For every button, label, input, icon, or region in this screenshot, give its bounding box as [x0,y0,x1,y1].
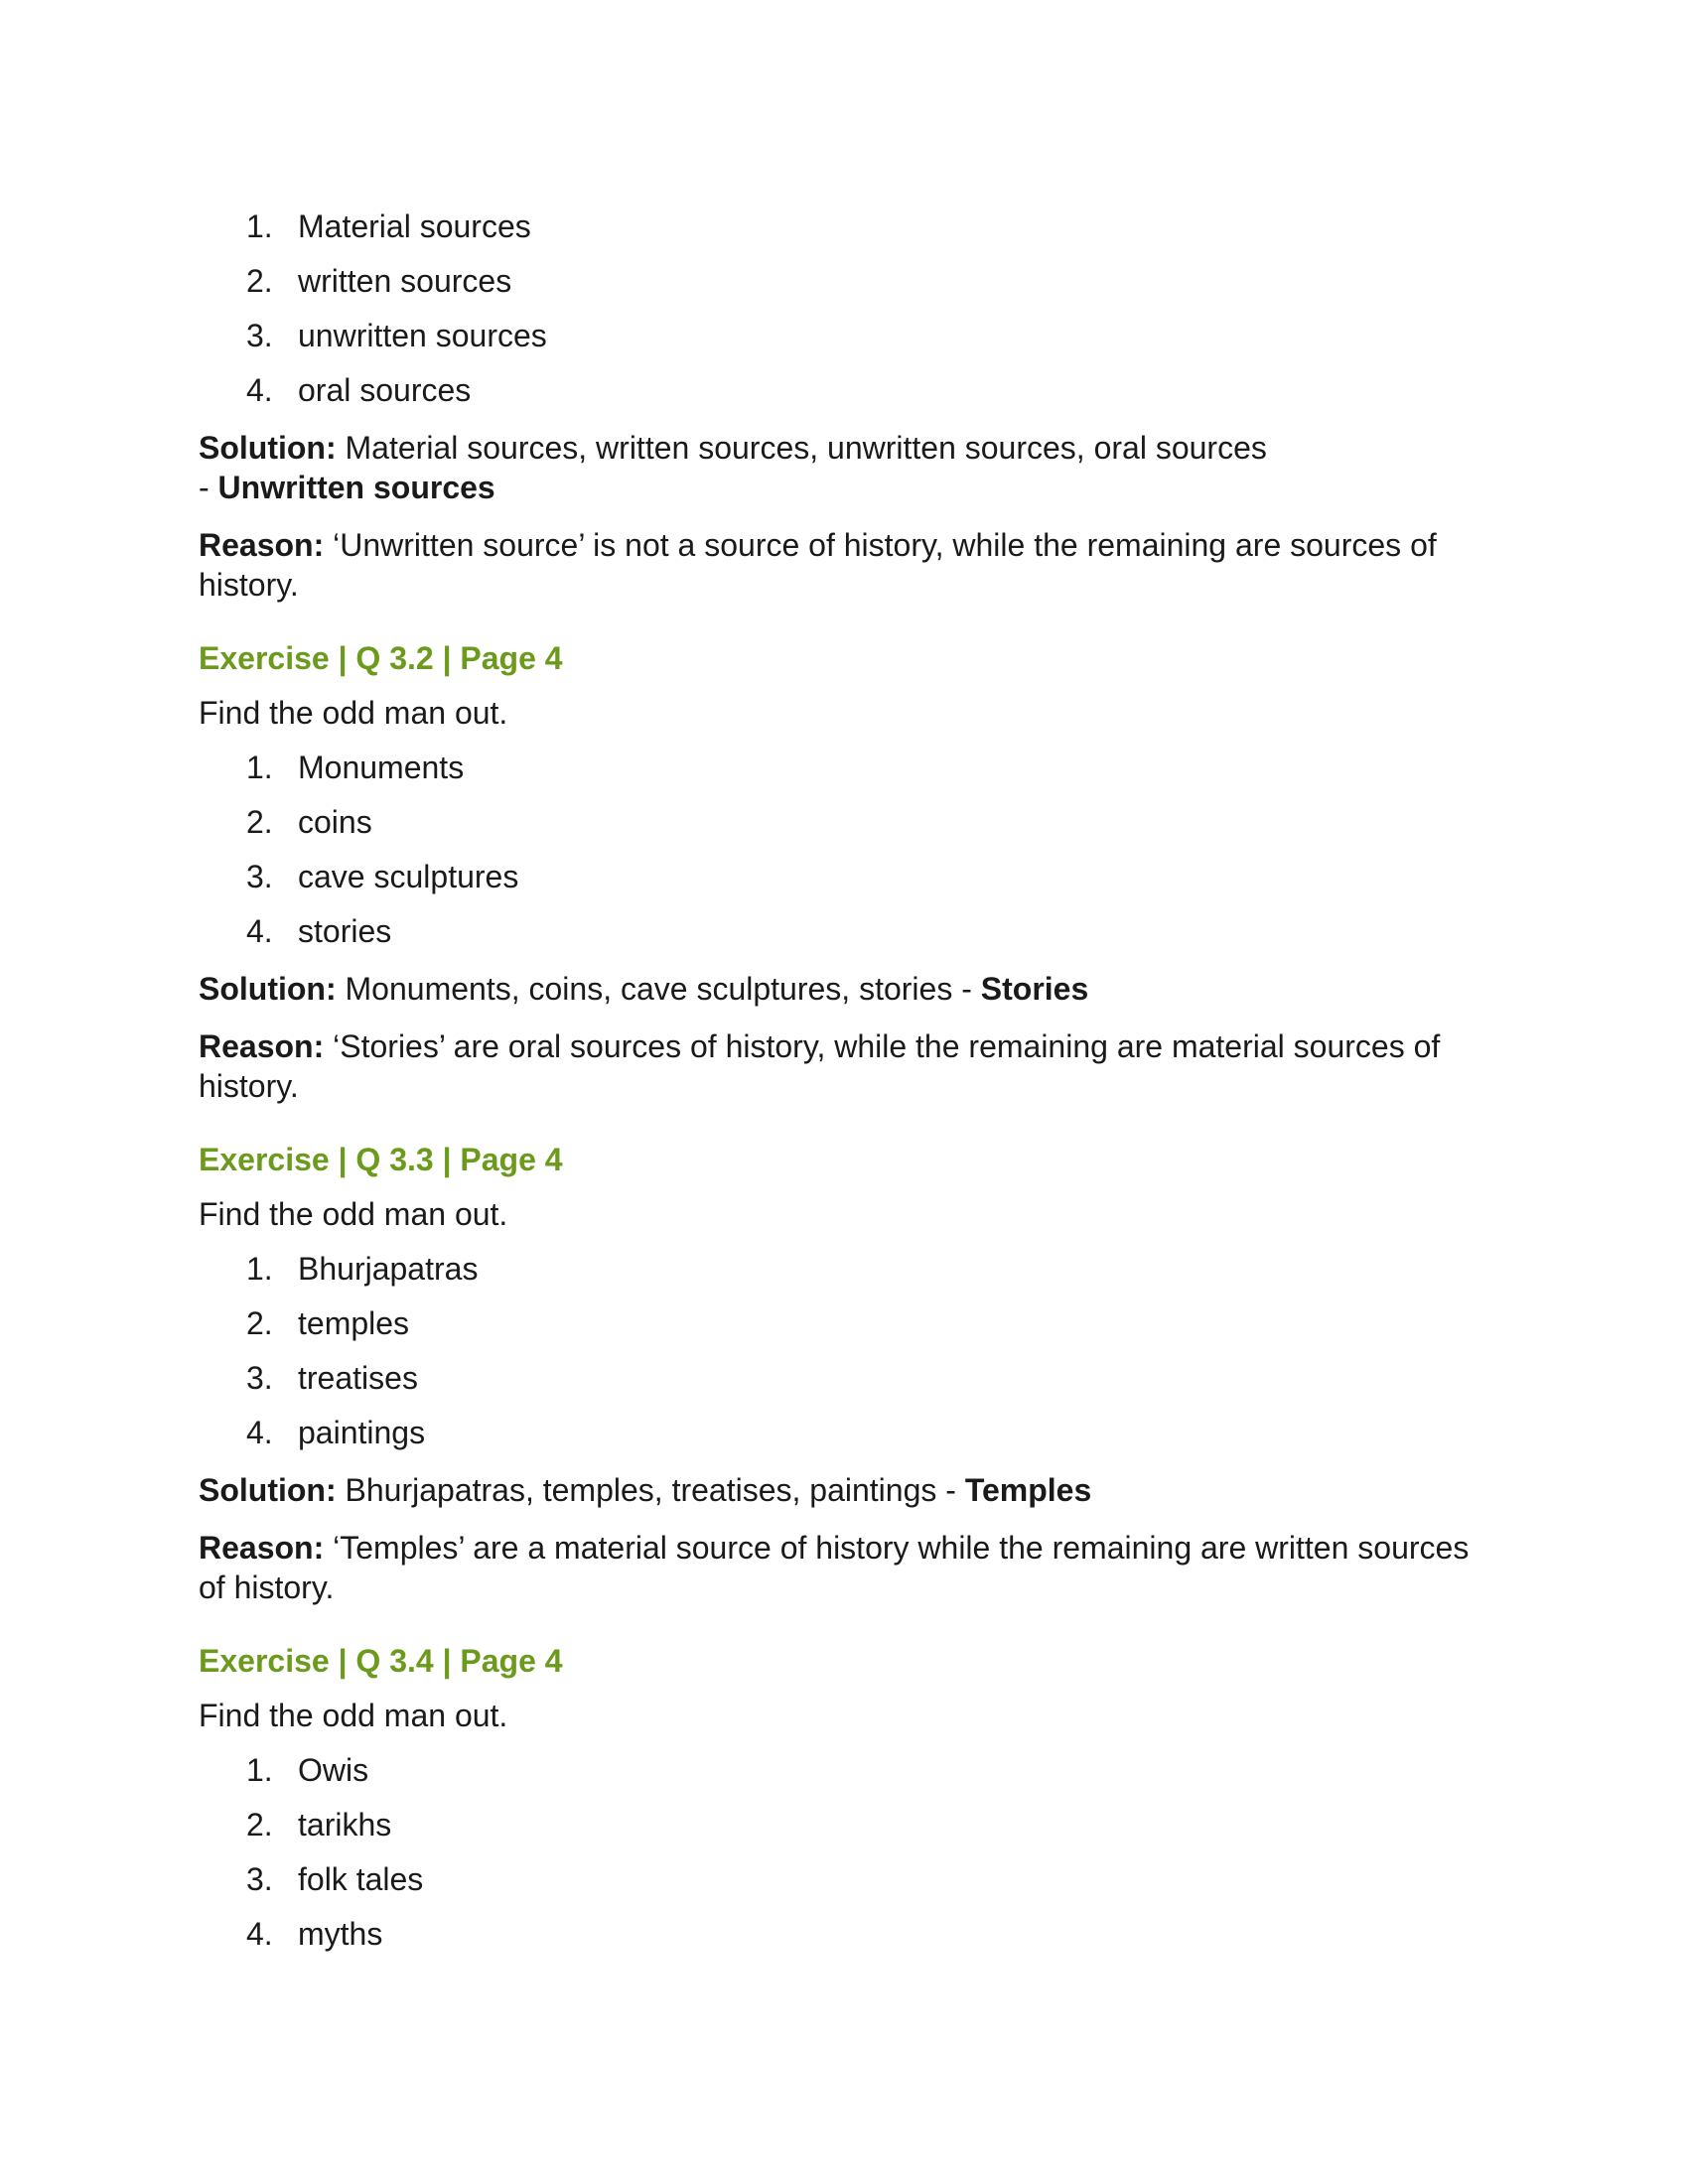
solution-answer: Temples [964,1472,1092,1508]
list-item [199,911,1489,951]
list-number: 4. [246,1415,273,1450]
list-item [199,1303,1489,1343]
list-item [199,1249,1489,1289]
list-number: 4. [246,1916,273,1952]
exercise-heading: Exercise | Q 3.4 | Page 4 [199,1643,563,1679]
exercise-heading: Exercise | Q 3.2 | Page 4 [199,640,563,676]
reason-label: Reason: [199,1530,325,1566]
list-item [199,1413,1489,1452]
option-text: treatises [298,1360,418,1396]
list-number: 3. [246,1360,273,1396]
reason-text: ‘Temples’ are a material source of history while the remaining are written sources of history. [199,1530,1470,1605]
reason-paragraph [199,525,1489,605]
list-number: 4. [246,913,273,949]
list-number: 1. [246,1251,273,1287]
list-number: 3. [246,1861,273,1897]
list-number: 3. [246,859,273,894]
option-text: stories [298,913,392,949]
option-text: folk tales [298,1861,424,1897]
list-number: 2. [246,1305,273,1341]
list-item [199,1805,1489,1844]
option-text: tarikhs [298,1807,392,1843]
reason-text: ‘Unwritten source’ is not a source of history, while the remaining are sources of history. [199,527,1437,603]
list-item [199,206,1489,246]
option-text: myths [298,1916,383,1952]
list-number: 2. [246,1807,273,1843]
options-list-q3-4 [199,1750,1489,1954]
options-list-q3-1 [199,206,1489,410]
reason-label: Reason: [199,527,325,563]
solution-label: Solution: [199,1472,337,1508]
list-item [199,1750,1489,1790]
solution-dash: - [199,470,218,505]
list-item [199,802,1489,842]
solution-answer: Stories [980,971,1089,1007]
solution-text: Monuments, coins, cave sculptures, stories - [336,971,981,1007]
option-text: Owis [298,1752,369,1788]
solution-text: Bhurjapatras, temples, treatises, paintings - [336,1472,965,1508]
option-text: Material sources [298,208,531,244]
list-number: 2. [246,263,273,299]
list-item [199,1859,1489,1899]
reason-paragraph [199,1528,1489,1607]
option-text: written sources [298,263,512,299]
list-number: 1. [246,208,273,244]
option-text: coins [298,804,372,840]
option-text: oral sources [298,372,472,408]
solution-label: Solution: [199,971,337,1007]
list-number: 4. [246,372,273,408]
list-item [199,748,1489,787]
option-text: paintings [298,1415,426,1450]
solution-label: Solution: [199,430,337,466]
list-item [199,316,1489,355]
options-list-q3-2 [199,748,1489,951]
solution-paragraph [199,1470,1489,1510]
reason-text: ‘Stories’ are oral sources of history, while the remaining are material sources of history. [199,1028,1441,1104]
list-number: 1. [246,750,273,785]
reason-label: Reason: [199,1028,325,1064]
option-text: Monuments [298,750,465,785]
question-text: Find the odd man out. [199,1196,508,1232]
solution-paragraph [199,969,1489,1009]
option-text: cave sculptures [298,859,519,894]
list-item [199,1914,1489,1954]
question-text: Find the odd man out. [199,695,508,731]
list-item [199,857,1489,896]
solution-text: Material sources, written sources, unwritten sources, oral sources [336,430,1267,466]
list-item [199,261,1489,301]
solution-answer: Unwritten sources [217,470,495,505]
document-page [199,206,1489,1954]
options-list-q3-3 [199,1249,1489,1452]
option-text: unwritten sources [298,318,547,353]
list-number: 2. [246,804,273,840]
question-text: Find the odd man out. [199,1698,508,1733]
list-number: 3. [246,318,273,353]
option-text: temples [298,1305,410,1341]
option-text: Bhurjapatras [298,1251,479,1287]
exercise-heading: Exercise | Q 3.3 | Page 4 [199,1142,563,1177]
solution-paragraph [199,428,1489,507]
reason-paragraph [199,1026,1489,1106]
list-item [199,370,1489,410]
list-item [199,1358,1489,1398]
list-number: 1. [246,1752,273,1788]
